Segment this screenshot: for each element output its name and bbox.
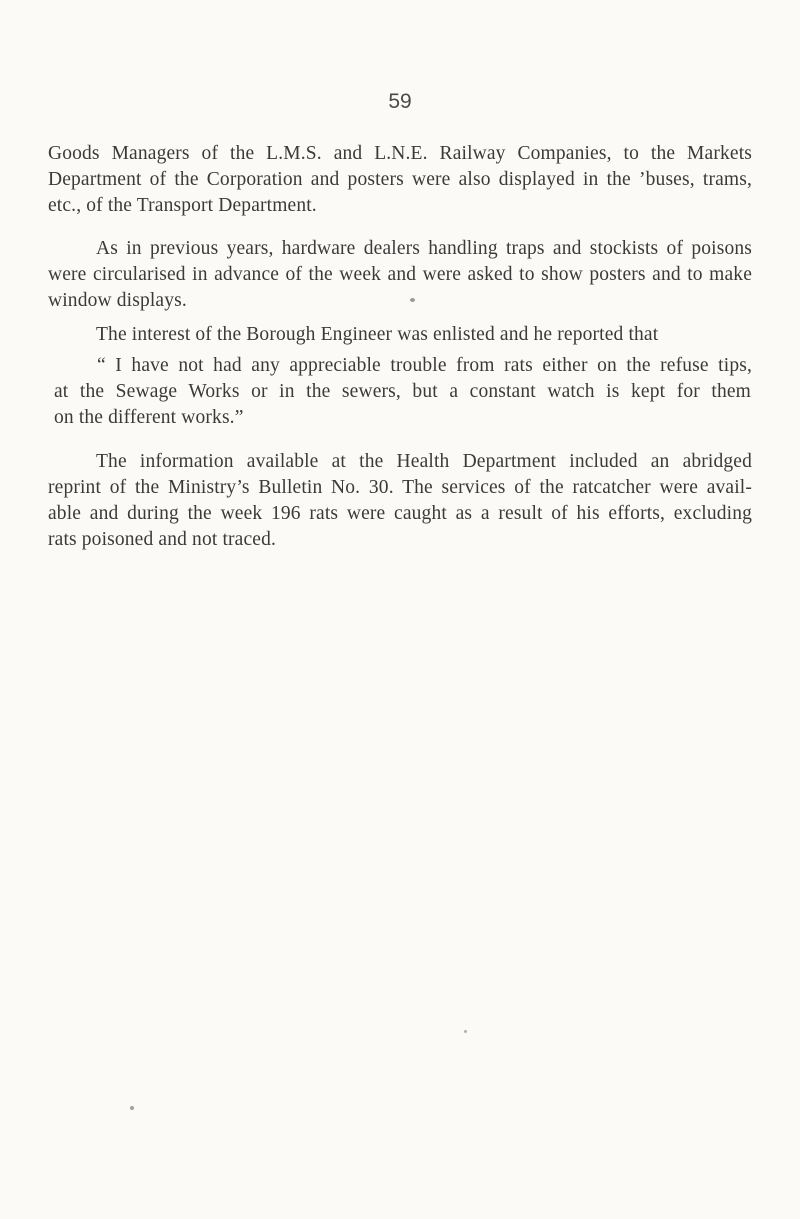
paper-speck [130, 1106, 134, 1110]
paper-speck [410, 298, 415, 302]
paragraph-1-line-1: Goods Managers of the L.M.S. and L.N.E. Railway Companies, to the Markets [48, 143, 752, 164]
paragraph-1-line-2: Department of the Corporation and posters were also displayed in the ’buses, trams, [48, 169, 752, 190]
paragraph-1-line-3: etc., of the Transport Department. [48, 195, 317, 216]
quote-line-3: on the different works.” [54, 407, 244, 428]
paragraph-2-line-2: were circularised in advance of the week and were asked to show posters and to make [48, 264, 752, 285]
quote-line-1: “ I have not had any appreciable trouble from rats either on the refuse tips, [97, 355, 752, 376]
paragraph-2-line-3: window displays. [48, 290, 187, 311]
paragraph-2-line-1: As in previous years, hardware dealers handling traps and stockists of poisons [96, 238, 752, 259]
paragraph-4-line-1: The information available at the Health Department included an abridged [96, 451, 752, 472]
paragraph-3-line-1: The interest of the Borough Engineer was enlisted and he reported that [96, 324, 659, 345]
paragraph-4-line-2: reprint of the Ministry’s Bulletin No. 30. The services of the ratcatcher were avail- [48, 477, 752, 498]
paper-speck [464, 1030, 467, 1033]
page-number: 59 [388, 90, 412, 113]
paragraph-4-line-3: able and during the week 196 rats were caught as a result of his efforts, excluding [48, 503, 752, 524]
quote-line-2: at the Sewage Works or in the sewers, but a constant watch is kept for them [54, 381, 751, 402]
paragraph-4-line-4: rats poisoned and not traced. [48, 529, 276, 550]
